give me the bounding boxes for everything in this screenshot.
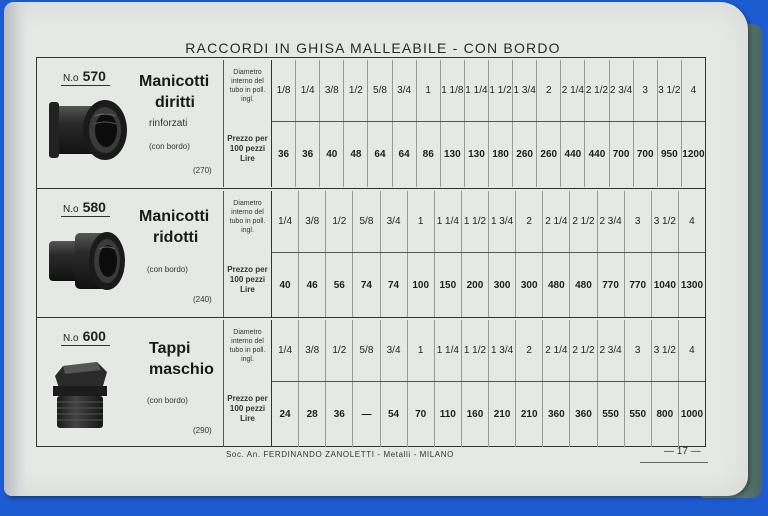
price-cell: 440 bbox=[585, 122, 609, 187]
price-cell: 210 bbox=[489, 382, 516, 447]
price-cell: 86 bbox=[417, 122, 441, 187]
product-info bbox=[37, 318, 223, 447]
diameter-cell: 4 bbox=[689, 216, 695, 227]
diameter-cell: 3 1/2 bbox=[652, 191, 679, 252]
product-section-600 bbox=[37, 317, 705, 447]
price-cell: 130 bbox=[465, 122, 489, 187]
product-code bbox=[61, 328, 110, 346]
product-section-580 bbox=[37, 188, 705, 318]
diameter-cell: 2 1/2 bbox=[570, 191, 597, 252]
page-number: — 17 — bbox=[664, 446, 701, 457]
price-cell: 360 bbox=[570, 382, 597, 447]
price-label: Prezzo per 100 pezzi Lire bbox=[223, 122, 271, 187]
diameter-cell: 3/4 bbox=[381, 320, 408, 381]
product-info bbox=[37, 58, 223, 188]
price-cell: 550 bbox=[598, 382, 625, 447]
price-cell: 40 bbox=[320, 122, 344, 187]
diameter-cell: 5/8 bbox=[353, 320, 380, 381]
diameter-cell: 1 1/8 bbox=[441, 60, 465, 121]
page-gutter bbox=[4, 2, 26, 496]
price-cell: 70 bbox=[408, 382, 435, 447]
price-cell: 48 bbox=[344, 122, 368, 187]
diameter-label: Diametro interno del tubo in poll. ingl. bbox=[223, 191, 271, 253]
product-name bbox=[139, 206, 229, 248]
product-ref: (290) bbox=[193, 426, 212, 435]
publisher-footer: Soc. An. FERDINANDO ZANOLETTI - Metalli - MILANO bbox=[226, 450, 454, 459]
diameter-cell: 1/4 bbox=[272, 320, 299, 381]
code-value: 570 bbox=[82, 68, 106, 84]
price-cell: 300 bbox=[516, 253, 543, 318]
diameter-row bbox=[271, 320, 705, 382]
diameter-cell: 2 1/2 bbox=[570, 320, 597, 381]
price-cell: 550 bbox=[625, 382, 652, 447]
product-ref: (240) bbox=[193, 295, 212, 304]
product-note: (con bordo) bbox=[147, 265, 188, 274]
price-cell: 1040 bbox=[652, 253, 679, 318]
price-cell: 800 bbox=[652, 382, 679, 447]
product-info bbox=[37, 189, 223, 318]
diameter-cell: 1 3/4 bbox=[489, 320, 516, 381]
number-prefix: N.o bbox=[63, 333, 79, 344]
diameter-cell: 3 bbox=[634, 60, 658, 121]
price-cell: 210 bbox=[516, 382, 543, 447]
name-line-1: Tappi bbox=[149, 340, 191, 357]
diameter-cell: 3 bbox=[625, 320, 652, 381]
name-line-1: Manicotti bbox=[139, 73, 210, 90]
diameter-cell: 1 1/2 bbox=[462, 320, 489, 381]
price-row bbox=[271, 382, 705, 447]
page-number-rule bbox=[640, 462, 708, 463]
diameter-cell: 1 bbox=[417, 60, 441, 121]
diameter-cell: 2 1/2 bbox=[585, 60, 609, 121]
price-label: Prezzo per 100 pezzi Lire bbox=[223, 253, 271, 318]
product-note: (con bordo) bbox=[147, 396, 188, 405]
number-prefix: N.o bbox=[63, 204, 79, 215]
price-cell: 54 bbox=[381, 382, 408, 447]
diameter-cell: 1 1/4 bbox=[435, 191, 462, 252]
diameter-cell: 2 1/4 bbox=[543, 320, 570, 381]
price-cell: 28 bbox=[299, 382, 326, 447]
diameter-cell: 1/4 bbox=[296, 60, 320, 121]
reducing-coupling-image bbox=[45, 225, 131, 299]
price-cell: 360 bbox=[543, 382, 570, 447]
price-cell: 1200 bbox=[682, 149, 705, 160]
diameter-cell: 5/8 bbox=[353, 191, 380, 252]
price-cell: 700 bbox=[634, 122, 658, 187]
diameter-cell: 1/2 bbox=[326, 320, 353, 381]
diameter-row bbox=[271, 60, 705, 122]
price-cell: 440 bbox=[561, 122, 585, 187]
price-cell: — bbox=[353, 382, 380, 447]
price-row bbox=[271, 122, 705, 187]
male-plug-image bbox=[45, 356, 131, 436]
price-cell: 300 bbox=[489, 253, 516, 318]
price-cell: 700 bbox=[610, 122, 634, 187]
price-cell: 24 bbox=[272, 382, 299, 447]
diameter-cell: 1 1/2 bbox=[489, 60, 513, 121]
page-header: RACCORDI IN GHISA MALLEABILE - CON BORDO bbox=[185, 40, 561, 56]
price-cell: 770 bbox=[625, 253, 652, 318]
price-cell: 74 bbox=[381, 253, 408, 318]
diameter-cell: 1 bbox=[408, 320, 435, 381]
price-cell: 56 bbox=[326, 253, 353, 318]
diameter-cell: 3 1/2 bbox=[658, 60, 682, 121]
diameter-cell: 1 3/4 bbox=[489, 191, 516, 252]
diameter-cell: 3 bbox=[625, 191, 652, 252]
diameter-label: Diametro interno del tubo in poll. ingl. bbox=[223, 60, 271, 122]
price-cell: 36 bbox=[326, 382, 353, 447]
name-line-2: maschio bbox=[149, 361, 214, 378]
price-cell: 180 bbox=[489, 122, 513, 187]
price-cell: 46 bbox=[299, 253, 326, 318]
number-prefix: N.o bbox=[63, 73, 79, 84]
diameter-cell: 3/8 bbox=[320, 60, 344, 121]
price-cell: 36 bbox=[272, 122, 296, 187]
diameter-cell: 3/4 bbox=[393, 60, 417, 121]
diameter-cell: 5/8 bbox=[368, 60, 392, 121]
product-code bbox=[61, 199, 110, 217]
diameter-cell: 1 3/4 bbox=[513, 60, 537, 121]
diameter-cell: 3 1/2 bbox=[652, 320, 679, 381]
price-cell: 260 bbox=[513, 122, 537, 187]
price-cell: 130 bbox=[441, 122, 465, 187]
product-section-570 bbox=[37, 58, 705, 188]
price-cell: 200 bbox=[462, 253, 489, 318]
diameter-cell: 1/8 bbox=[272, 60, 296, 121]
price-cell: 64 bbox=[393, 122, 417, 187]
product-subtitle: rinforzati bbox=[149, 118, 188, 129]
diameter-cell: 1 bbox=[408, 191, 435, 252]
diameter-cell: 2 1/4 bbox=[561, 60, 585, 121]
price-cell: 950 bbox=[658, 122, 682, 187]
diameter-cell: 2 bbox=[537, 60, 561, 121]
straight-coupling-image bbox=[45, 94, 131, 168]
product-code bbox=[61, 68, 110, 86]
diameter-cell: 2 3/4 bbox=[598, 191, 625, 252]
diameter-cell: 2 bbox=[516, 320, 543, 381]
product-name bbox=[139, 71, 229, 113]
price-cell: 36 bbox=[296, 122, 320, 187]
diameter-cell: 3/8 bbox=[299, 320, 326, 381]
diameter-cell: 1 1/4 bbox=[435, 320, 462, 381]
price-cell: 40 bbox=[272, 253, 299, 318]
code-value: 580 bbox=[82, 199, 106, 215]
product-ref: (270) bbox=[193, 166, 212, 175]
name-line-1: Manicotti bbox=[139, 208, 210, 225]
diameter-row bbox=[271, 191, 705, 253]
price-cell: 770 bbox=[598, 253, 625, 318]
price-cell: 480 bbox=[570, 253, 597, 318]
diameter-cell: 1 1/4 bbox=[465, 60, 489, 121]
price-label: Prezzo per 100 pezzi Lire bbox=[223, 382, 271, 447]
price-cell: 1000 bbox=[680, 409, 704, 420]
name-line-2: diritti bbox=[155, 94, 195, 111]
price-cell: 480 bbox=[543, 253, 570, 318]
price-cell: 160 bbox=[462, 382, 489, 447]
diameter-cell: 1/2 bbox=[344, 60, 368, 121]
price-cell: 110 bbox=[435, 382, 462, 447]
code-value: 600 bbox=[82, 328, 106, 344]
diameter-label: Diametro interno del tubo in poll. ingl. bbox=[223, 320, 271, 382]
diameter-cell: 2 3/4 bbox=[598, 320, 625, 381]
price-cell: 150 bbox=[435, 253, 462, 318]
price-cell: 100 bbox=[408, 253, 435, 318]
price-cell: 64 bbox=[368, 122, 392, 187]
diameter-cell: 1 1/2 bbox=[462, 191, 489, 252]
price-cell: 260 bbox=[537, 122, 561, 187]
diameter-cell: 1/4 bbox=[272, 191, 299, 252]
name-line-2: ridotti bbox=[153, 229, 199, 246]
diameter-cell: 3/4 bbox=[381, 191, 408, 252]
diameter-cell: 4 bbox=[689, 345, 695, 356]
price-table bbox=[36, 57, 706, 447]
price-cell: 74 bbox=[353, 253, 380, 318]
product-note: (con bordo) bbox=[149, 142, 190, 151]
diameter-cell: 2 1/4 bbox=[543, 191, 570, 252]
diameter-cell: 3/8 bbox=[299, 191, 326, 252]
price-row bbox=[271, 253, 705, 318]
diameter-cell: 1/2 bbox=[326, 191, 353, 252]
diameter-cell: 2 bbox=[516, 191, 543, 252]
price-cell: 1300 bbox=[680, 280, 704, 291]
diameter-cell: 2 3/4 bbox=[610, 60, 634, 121]
diameter-cell: 4 bbox=[690, 85, 697, 96]
